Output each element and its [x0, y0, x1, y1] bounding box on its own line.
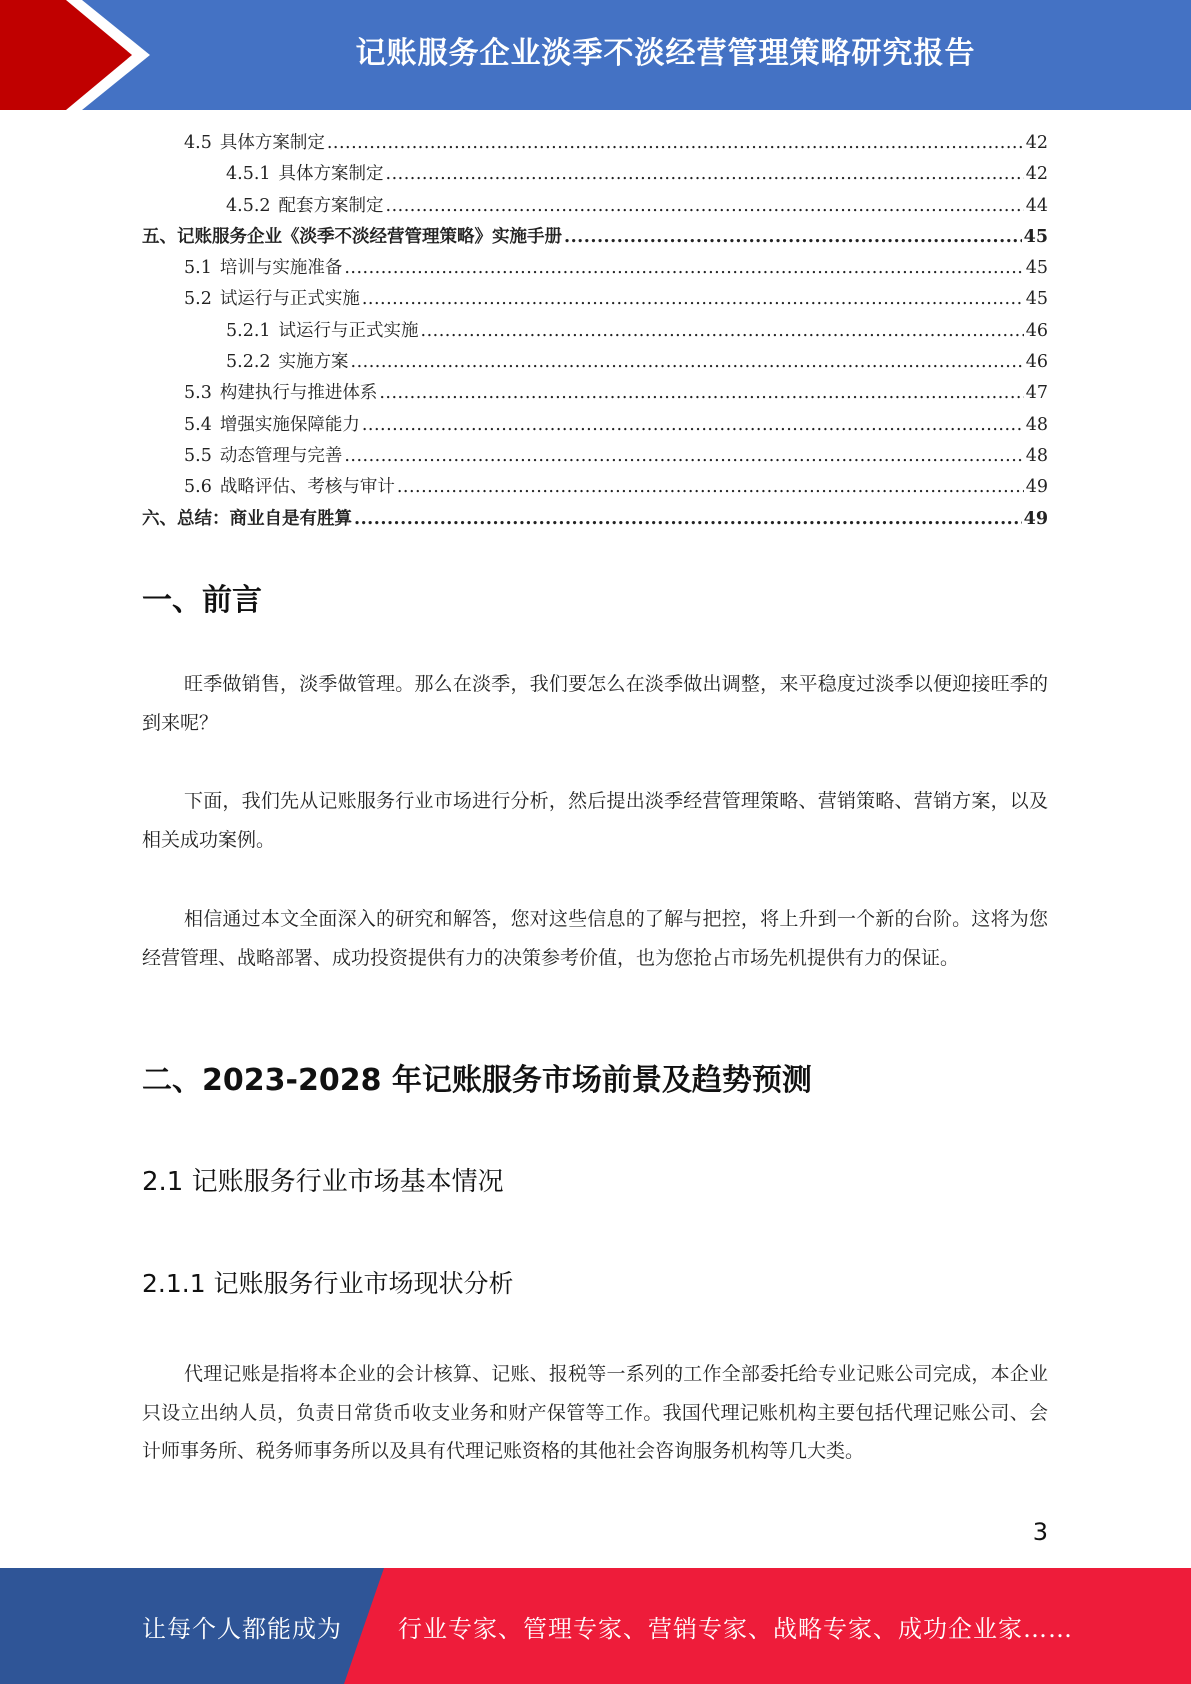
toc-entry-label: 实施方案: [278, 352, 349, 373]
toc-entry-label: 培训与实施准备: [219, 258, 343, 279]
page-header: [0, 0, 1191, 110]
toc-entry-page: 49: [1025, 477, 1048, 498]
toc-entry[interactable]: [142, 159, 1048, 190]
toc-entry-label: 试运行与正式实施: [278, 320, 419, 341]
toc-entry[interactable]: [142, 316, 1048, 347]
toc-entry-label: 具体方案制定: [219, 133, 325, 153]
toc-entry-label: 六、总结：商业自是有胜算: [142, 508, 352, 529]
toc-entry-page: 49: [1023, 508, 1048, 529]
toc-dot-leader: [344, 441, 1023, 472]
toc-dot-leader: [351, 347, 1024, 378]
toc-dot-leader: [386, 159, 1024, 190]
section-heading-preface: 一、前言: [142, 583, 262, 618]
section-heading-forecast: 二、2023-2028 年记账服务市场前景及趋势预测: [142, 1063, 812, 1098]
toc-entry[interactable]: [142, 284, 1048, 315]
toc-dot-leader: [344, 253, 1023, 284]
toc-entry-page: 45: [1025, 258, 1048, 279]
preface-paragraph-1: 旺季做销售，淡季做管理。那么在淡季，我们要怎么在淡季做出调整，来平稳度过淡季以便迎接旺季的到来呢？: [142, 673, 1048, 734]
toc-entry-number: 4.5.1: [226, 164, 271, 185]
subsection-heading-2-1-1: 2.1.1 记账服务行业市场现状分析: [142, 1269, 514, 1298]
toc-entry-number: 5.2.2: [226, 352, 271, 373]
toc-dot-leader: [327, 128, 1024, 159]
toc-dot-leader: [421, 316, 1024, 347]
toc-entry[interactable]: [142, 410, 1048, 441]
toc-entry[interactable]: [142, 378, 1048, 409]
toc-entry-number: 4.5: [184, 133, 212, 153]
toc-entry-page: 46: [1025, 352, 1048, 373]
toc-entry[interactable]: [142, 222, 1048, 253]
market-status-paragraph: 代理记账是指将本企业的会计核算、记账、报税等一系列的工作全部委托给专业记账公司完成，本企业只设立出纳人员，负责日常货币收支业务和财产保管等工作。我国代理记账机构主要包括代理记账公司、会计师事务所、税务师事务所以及具有代理记账资格的其他社会咨询服务机构等几大类。: [142, 1363, 1048, 1462]
toc-entry-label: 配套方案制定: [278, 195, 384, 216]
footer-slogan-left: 让每个人都能成为: [142, 1614, 342, 1643]
preface-paragraph-3: 相信通过本文全面深入的研究和解答，您对这些信息的了解与把控，将上升到一个新的台阶。这将为您经营管理、战略部署、成功投资提供有力的决策参考价值，也为您抢占市场先机提供有力的保证。: [142, 908, 1048, 969]
toc-entry-number: 5.3: [184, 383, 212, 404]
toc-entry-number: 5.1: [184, 258, 212, 279]
toc-entry-page: 48: [1025, 445, 1048, 466]
toc-entry-page: 45: [1025, 289, 1048, 310]
toc-entry-label: 战略评估、考核与审计: [219, 477, 395, 498]
toc-entry-number: 4.5.2: [226, 195, 271, 216]
toc-entry-label: 构建执行与推进体系: [219, 383, 378, 404]
toc-dot-leader: [362, 284, 1024, 315]
page-footer: [0, 1568, 1191, 1684]
toc-entry-label: 试运行与正式实施: [219, 289, 360, 310]
toc-entry[interactable]: [142, 504, 1048, 535]
toc-dot-leader: [379, 378, 1023, 409]
toc-entry-page: 45: [1023, 226, 1048, 247]
toc-dot-leader: [564, 222, 1022, 253]
toc-entry-number: 5.4: [184, 414, 212, 435]
toc-entry-page: 42: [1025, 164, 1048, 185]
toc-entry-number: 5.5: [184, 445, 212, 466]
toc-entry[interactable]: [142, 128, 1048, 159]
table-of-contents: [142, 128, 1048, 535]
toc-entry[interactable]: [142, 253, 1048, 284]
toc-entry-label: 增强实施保障能力: [219, 414, 360, 435]
toc-entry[interactable]: [142, 441, 1048, 472]
toc-entry-number: 5.2.1: [226, 320, 271, 341]
toc-entry[interactable]: [142, 472, 1048, 503]
subsection-heading-2-1: 2.1 记账服务行业市场基本情况: [142, 1167, 504, 1197]
toc-dot-leader: [354, 504, 1022, 535]
toc-dot-leader: [386, 191, 1024, 222]
toc-entry-number: 5.6: [184, 477, 212, 498]
header-chevron-decoration: [0, 0, 150, 110]
toc-dot-leader: [397, 472, 1024, 503]
toc-entry-page: 42: [1025, 133, 1048, 153]
toc-entry-page: 48: [1025, 414, 1048, 435]
preface-paragraph-2: 下面，我们先从记账服务行业市场进行分析，然后提出淡季经营管理策略、营销策略、营销方案，以及相关成功案例。: [142, 790, 1048, 851]
toc-entry[interactable]: [142, 347, 1048, 378]
toc-dot-leader: [362, 410, 1024, 441]
toc-entry[interactable]: [142, 191, 1048, 222]
toc-entry-page: 46: [1025, 320, 1048, 341]
toc-entry-number: 5.2: [184, 289, 212, 310]
footer-slogan-right: 行业专家、管理专家、营销专家、战略专家、成功企业家……: [398, 1614, 1073, 1643]
toc-entry-label: 动态管理与完善: [219, 445, 343, 466]
toc-entry-label: 五、记账服务企业《淡季不淡经营管理策略》实施手册: [142, 226, 562, 247]
toc-entry-page: 44: [1025, 195, 1048, 216]
toc-entry-label: 具体方案制定: [278, 164, 384, 185]
toc-entry-page: 47: [1025, 383, 1048, 404]
page-number: 3: [1032, 1518, 1048, 1546]
report-title: 记账服务企业淡季不淡经营管理策略研究报告: [355, 36, 976, 71]
